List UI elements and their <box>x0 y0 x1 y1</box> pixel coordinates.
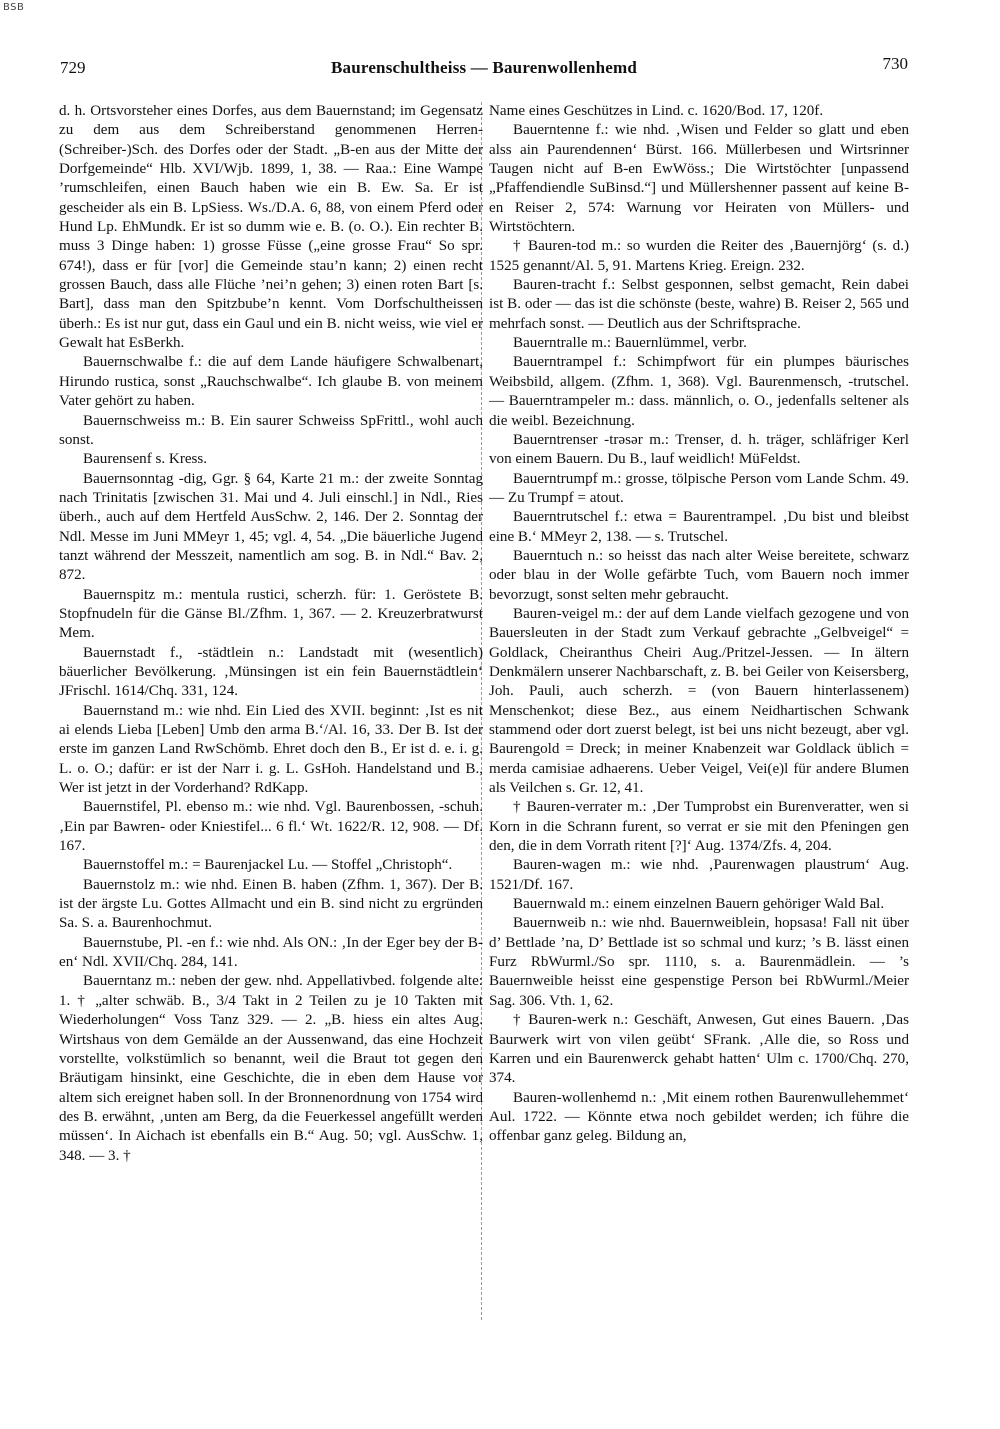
entry-paragraph: Bauren-veigel m.: der auf dem Lande vielfach gezogene und von Bauersleuten in der Stadt zum Verkauf gebrachte „Gelbveigel“ = Goldlack, Cheiranthus Cheiri Aug./Pritzel-Jessen. — In ältern Denkmälern unserer Nachbarschaft, z. B. bei Geiler von Keisersberg, Joh. Pauli, auch scherzh. = (von Bauern hinterlassenem) Menschenkot; diese Bez., aus einem Neidhartischen Schwank stammend oder dort zuerst belegt, ist bei uns nicht bezeugt, aber vgl. Baurengold = Dreck; in meiner Knabenzeit war Goldlack üblich = merda camisiae adhaerens. Ueber Veigel, Vei(e)l für andere Blumen als Veilchen s. Gr. 12, 41. <box>489 605 909 797</box>
entry-paragraph: Bauernschweiss m.: B. Ein saurer Schweiss SpFrittl., wohl auch sonst. <box>59 412 483 448</box>
page-number-left: 729 <box>60 58 86 77</box>
entry-paragraph: Bauren-wollenhemd n.: ‚Mit einem rothen Baurenwullehemmet‘ Aul. 1722. — Könnte etwa noch gebildet werden; ich führe die offenbar ganz geleg. Bildung an, <box>489 1089 909 1145</box>
entry-paragraph: Bauernstolz m.: wie nhd. Einen B. haben (Zfhm. 1, 367). Der B. ist der ärgste Lu. Gottes Allmacht und ein B. sind nicht zu ergründen Sa. S. a. Baurenhochmut. <box>59 876 483 932</box>
entry-paragraph: Bauerntralle m.: Bauernlümmel, verbr. <box>513 335 747 352</box>
entry-paragraph: † Bauren-tod m.: so wurden die Reiter des ‚Bauernjörg‘ (s. d.) 1525 genannt/Al. 5, 91. Martens Krieg. Ereign. 232. <box>489 238 909 274</box>
library-mark: BSB <box>3 2 25 13</box>
entry-paragraph: Bauerntrumpf m.: grosse, tölpische Person vom Lande Schm. 49. — Zu Trumpf = atout. <box>489 470 909 506</box>
entry-paragraph: Baurensenf s. Kress. <box>83 451 208 468</box>
entry-paragraph: † Bauren-verrater m.: ‚Der Tumprobst ein Burenveratter, wen si Korn in die Schrann furent, so verrat er sie mit den Pfeningen gen den, die in dem Vorrath ritent [?]‘ Aug. 1374/Zfs. 4, 204. <box>489 799 909 855</box>
entry-paragraph: Bauerntuch n.: so heisst das nach alter Weise bereitete, schwarz oder blau in der Wolle gefärbte Tuch, vom Bauern noch immer bevorzugt, sonst selten mehr gebraucht. <box>489 547 909 603</box>
entry-paragraph: Bauernspitz m.: mentula rustici, scherzh. für: 1. Geröstete B. Stopfnudeln für die Gänse Bl./Zfhm. 1, 367. — 2. Kreuzerbratwurst Mem. <box>59 586 483 642</box>
entry-paragraph: Bauren-wagen m.: wie nhd. ‚Paurenwagen plaustrum‘ Aug. 1521/Df. 167. <box>489 857 909 893</box>
entry-paragraph: Bauerntrenser -trəsər m.: Trenser, d. h. träger, schläfriger Kerl von einem Bauern. Du B., lauf weidlich! MüFeldst. <box>489 431 909 468</box>
entry-paragraph: Bauernstifel, Pl. ebenso m.: wie nhd. Vgl. Baurenbossen, -schuh. ‚Ein par Bawren- oder Kniestifel... 6 fl.‘ Wt. 1622/R. 12, 908. — Df. 167. <box>59 799 483 855</box>
entry-paragraph: Bauernschwalbe f.: die auf dem Lande häufigere Schwalbenart, Hirundo rustica, sonst „Rauchschwalbe“. Ich glaube B. von meinem Vater gehört zu haben. <box>59 354 483 410</box>
left-column <box>59 102 483 1389</box>
entry-paragraph: Bauernsonntag -dig, Ggr. § 64, Karte 21 m.: der zweite Sonntag nach Trinitatis [zwischen 31. Mai und 4. Juli einschl.] in Ndl., Ries überh., auch auf dem Hertfeld AusSchw. 2, 146. Der 2. Sonntag der Ndl. Messe im Juni MMeyr 1, 45; vgl. 4, 54. „Die bäuerliche Jugend tanzt während der Messzeit, namentlich am sog. B. in Ndl.“ Bav. 2, 872. <box>59 470 483 584</box>
right-column <box>489 102 909 1389</box>
entry-paragraph: Bauerntrutschel f.: etwa = Baurentrampel. ‚Du bist und bleibst eine B.‘ MMeyr 2, 138. — s. Trutschel. <box>489 509 909 545</box>
entry-paragraph: Bauerntanz m.: neben der gew. nhd. Appellativbed. folgende alte: 1. † „alter schwäb. B., 3/4 Takt in 2 Teilen zu je 10 Takten mit Wiederholungen“ Voss Tanz 329. — 2. „B. hiess ein altes Aug. Wirtshaus von dem Gemälde an der Aussenwand, das eine Hochzeit vorstellte, volkstümlich so benannt, weil die Braut tot gegen den Bräutigam hinsinkt, eine Geschichte, die in eben dem Hause vor altem sich ereignet haben soll. In der Bronnenordnung von 1754 wird des B. erwähnt, ‚unten am Berg, da die Feuerkessel angefüllt werden müssen‘. In Aichach ist ebenfalls ein B.“ Aug. 50; vgl. AusSchw. 1, 348. — 3. † <box>59 973 483 1164</box>
page-header <box>60 54 908 84</box>
entry-paragraph: Bauren-tracht f.: Selbst gesponnen, selbst gemacht, Rein dabei ist B. oder — das ist die schönste (beste, wahre) B. Reiser 2, 565 und mehrfach sonst. — Deutlich aus der Schriftsprache. <box>489 277 909 332</box>
running-head-title: Baurenschultheiss — Baurenwollenhemd <box>330 58 637 77</box>
entry-paragraph: Bauerntenne f.: wie nhd. ‚Wisen und Felder so glatt und eben alss ain Paurendennen‘ Bürst. 166. Müllerbesen und Wirtsrinner Taugen nicht auf B-en EwWöss.; Die Wirtstöchter [unpassend „Pfaffendiendle SuBinsd.“] und Müllershenner passent auf keine B-en Reiser 2, 574: Warnung vor Heiraten von Müllers- und Wirtstöchtern. <box>489 122 909 236</box>
entry-paragraph: d. h. Ortsvorsteher eines Dorfes, aus dem Bauernstand; im Gegensatz zu dem aus dem Schreiberstand genommenen Herren-(Schreiber-)Sch. des Dorfes oder der Stadt. „B-en aus der Mitte der Dorfgemeinde“ Hlb. XVI/Wjb. 1899, 1, 38. — Raa.: Eine Wampe ’rumschleifen, einen Bauch haben wie ein B. Ew. Sa. Er ist gescheider als ein B. LpSiess. Ws./D.A. 6, 88, von einem Pferd oder Hund Lp. EhMundk. Er ist so dumm wie e. B. (o. O.). Ein rechter B. muss 3 Dinge haben: 1) grosse Füsse („eine grosse Frau“ So spr. 674!), dass er für [vor] die Gemeinde stau’n kann; 2) einen recht grossen Bauch, dass alle Flüche ’nei’n gehen; 3) einen roten Bart [s. Bart], dass man den Spitzbube’n kennt. Vom Dorfschultheissen überh.: Es ist nur gut, dass ein Gaul und ein B. nicht weiss, wie viel er Gewalt hat EsBerkh. <box>59 103 483 352</box>
entry-paragraph: Bauernstand m.: wie nhd. Ein Lied des XVII. beginnt: ‚Ist es nit ai elends Lieba [Leben] Umb den arma B.‘/Al. 16, 33. Der B. Ist der erste im ganzen Land RwSchömb. Ehret doch den B., Er ist d. e. i. g. L. o. O.; dafür: er ist der Narr i. g. L. GsHoh. Handelstand und B., Wer ist jetzt in der Vorderhand? RdKapp. <box>59 702 483 797</box>
page-number-right: 730 <box>882 54 908 73</box>
entry-paragraph: Bauernstube, Pl. -en f.: wie nhd. Als ON.: ‚In der Eger bey der B-en‘ Ndl. XVII/Chq. 284, 141. <box>59 934 483 971</box>
entry-paragraph: Bauerntrampel f.: Schimpfwort für ein plumpes bäurisches Weibsbild, allgem. (Zfhm. 1, 368). Vgl. Baurenmensch, -trutschel. — Bauerntrampeler m.: dass. männlich, o. O., jedenfalls seltener als die weibl. Bezeichnung. <box>489 354 909 429</box>
entry-paragraph: Bauernstadt f., -städtlein n.: Landstadt mit (wesentlich) bäuerlicher Bevölkerung. ‚Münsingen ist ein fein Bauernstädtlein‘ JFrischl. 1614/Chq. 331, 124. <box>59 644 483 700</box>
entry-paragraph: Bauernwald m.: einem einzelnen Bauern gehöriger Wald Bal. <box>513 896 885 913</box>
entry-paragraph: Name eines Geschützes in Lind. c. 1620/Bod. 17, 120f. <box>489 103 824 119</box>
entry-paragraph: † Bauren-werk n.: Geschäft, Anwesen, Gut eines Bauern. ‚Das Baurwerk wirt von vilen geübt‘ SFrank. ‚Alle die, so Ross und Karren und ein Baurenwerck gehabt hatten‘ Ulm c. 1700/Chq. 270, 374. <box>489 1012 909 1087</box>
entry-paragraph: Bauernweib n.: wie nhd. Bauernweiblein, hopsasa! Fall nit über d’ Bettlade ’na, D’ Bettlade ist so schmal und kurz; ’s B. lässt einen Furz RbWurml./So spr. 1110, s. a. Baurenmädlein. — ’s Bauernweible heisst eine gespenstige Person bei RbWurml./Meier Sag. 306. Vth. 1, 62. <box>489 915 909 1009</box>
entry-paragraph: Bauernstoffel m.: = Baurenjackel Lu. — Stoffel „Christoph“. <box>83 857 453 874</box>
